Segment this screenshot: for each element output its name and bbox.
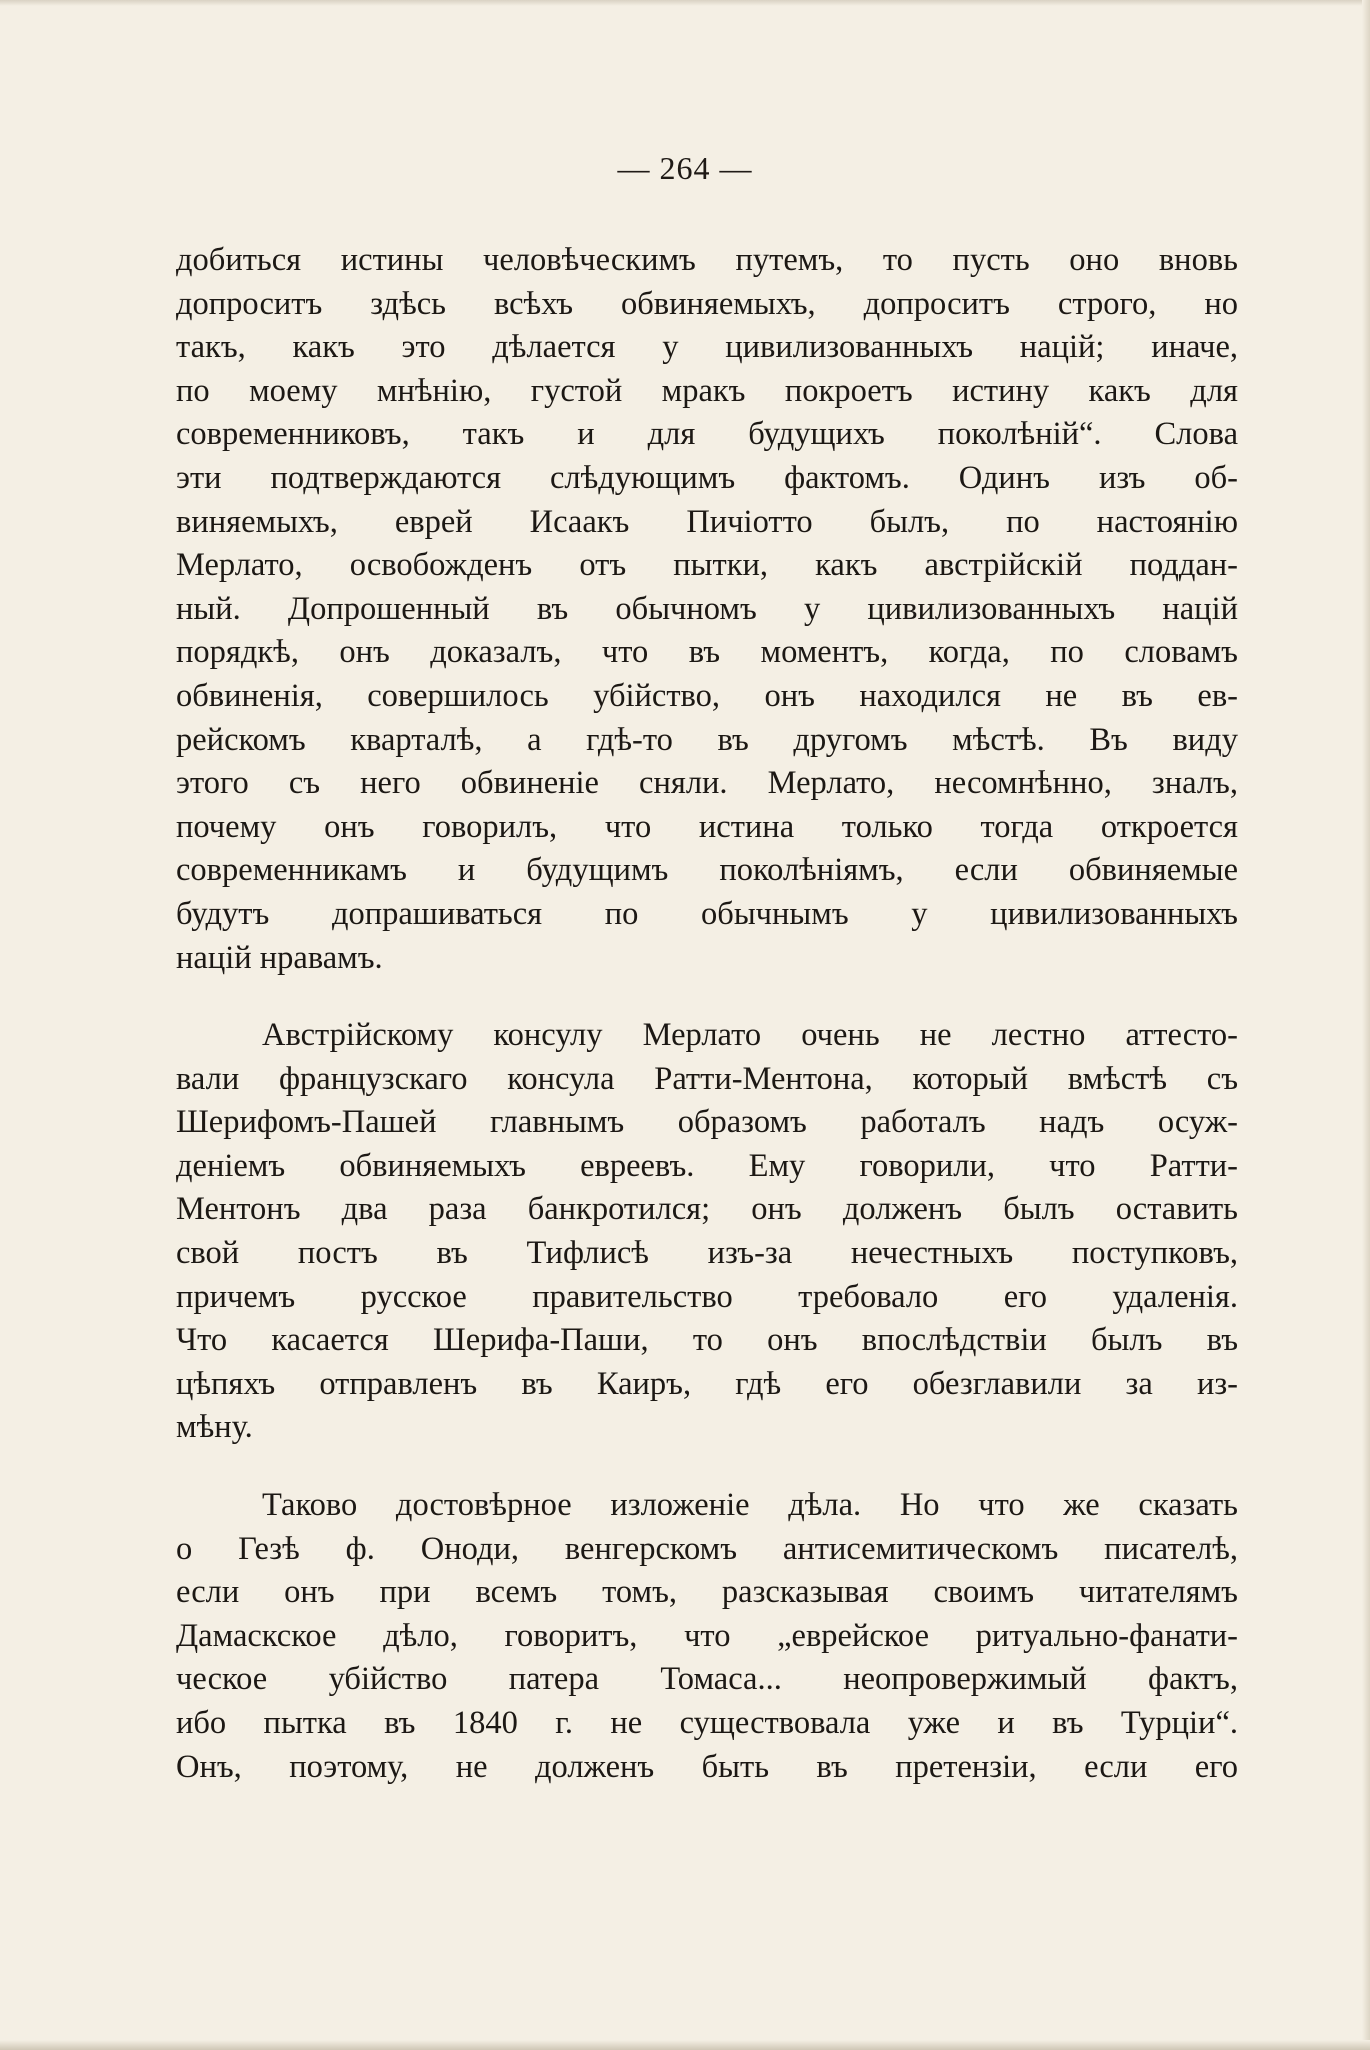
text-line: о Гезѣ ф. Оноди, венгерскомъ антисемитическомъ писателѣ, xyxy=(176,1530,1238,1567)
paragraph xyxy=(176,1484,1238,1789)
text-line: обвиненія, совершилось убійство, онъ находился не въ ев- xyxy=(176,677,1238,714)
text-line: порядкѣ, онъ доказалъ, что въ моментъ, когда, по словамъ xyxy=(176,634,1238,671)
text-line: націй нравамъ. xyxy=(176,939,383,976)
text-line: допроситъ здѣсь всѣхъ обвиняемыхъ, допроситъ строго, но xyxy=(176,285,1238,322)
text-line: Мерлато, освобожденъ отъ пытки, какъ австрійскій поддан- xyxy=(176,547,1238,584)
page-top-edge xyxy=(0,0,1370,6)
text-line: Шерифомъ-Пашей главнымъ образомъ работалъ надъ осуж- xyxy=(176,1104,1238,1141)
text-line: если онъ при всемъ томъ, разсказывая своимъ читателямъ xyxy=(176,1574,1238,1611)
text-line: ческое убійство патера Томаса... неопровержимый фактъ, xyxy=(176,1661,1238,1698)
page-right-edge xyxy=(1362,0,1370,2050)
paragraph-gap xyxy=(176,1450,1238,1484)
text-line: добиться истины человѣческимъ путемъ, то пусть оно вновь xyxy=(176,242,1238,278)
page-number: — 264 — xyxy=(617,150,753,186)
text-line: Ментонъ два раза банкротился; онъ долженъ былъ оставить xyxy=(176,1191,1238,1228)
text-line: Дамаскское дѣло, говоритъ, что „еврейское ритуально-фанати- xyxy=(176,1617,1238,1654)
text-line: рейскомъ кварталѣ, а гдѣ-то въ другомъ мѣстѣ. Въ виду xyxy=(176,721,1238,758)
text-line: этого съ него обвиненіе сняли. Мерлато, несомнѣнно, зналъ, xyxy=(176,765,1238,802)
text-line: деніемъ обвиняемыхъ евреевъ. Ему говорили, что Ратти- xyxy=(176,1147,1238,1184)
text-line: свой постъ въ Тифлисѣ изъ-за нечестныхъ поступковъ, xyxy=(176,1235,1238,1272)
text-line: по моему мнѣнію, густой мракъ покроетъ истину какъ для xyxy=(176,372,1238,409)
text-line: цѣпяхъ отправленъ въ Каиръ, гдѣ его обезглавили за из- xyxy=(176,1365,1238,1402)
text-line: Австрійскому консулу Мерлато очень не лестно аттесто- xyxy=(262,1017,1238,1054)
text-line: причемъ русское правительство требовало его удаленія. xyxy=(176,1278,1238,1315)
paragraph xyxy=(176,239,1238,980)
text-line: такъ, какъ это дѣлается у цивилизованныхъ націй; иначе, xyxy=(176,329,1238,366)
text-line: эти подтверждаются слѣдующимъ фактомъ. Одинъ изъ об- xyxy=(176,459,1238,496)
text-line: мѣну. xyxy=(176,1409,253,1446)
body-text xyxy=(176,239,1238,1789)
text-line: виняемыхъ, еврей Исаакъ Пичіотто былъ, по настоянію xyxy=(176,503,1238,540)
text-line: почему онъ говорилъ, что истина только тогда откроется xyxy=(176,808,1238,845)
paragraph xyxy=(176,1014,1238,1450)
text-line: Таково достовѣрное изложеніе дѣла. Но что же сказать xyxy=(262,1487,1238,1524)
page-bottom-edge xyxy=(0,2040,1370,2050)
text-line: современникамъ и будущимъ поколѣніямъ, если обвиняемые xyxy=(176,852,1238,889)
text-line: ный. Допрошенный въ обычномъ у цивилизованныхъ націй xyxy=(176,590,1238,627)
text-line: Онъ, поэтому, не долженъ быть въ претензіи, если его xyxy=(176,1748,1238,1785)
text-line: Что касается Шерифа-Паши, то онъ впослѣдствіи былъ въ xyxy=(176,1322,1238,1359)
text-line: будутъ допрашиваться по обычнымъ у цивилизованныхъ xyxy=(176,895,1238,932)
text-line: современниковъ, такъ и для будущихъ поколѣній“. Слова xyxy=(176,416,1238,453)
text-line: вали французскаго консула Ратти-Ментона, который вмѣстѣ съ xyxy=(176,1060,1238,1097)
text-line: ибо пытка въ 1840 г. не существовала уже и въ Турціи“. xyxy=(176,1705,1238,1741)
paragraph-gap xyxy=(176,980,1238,1014)
